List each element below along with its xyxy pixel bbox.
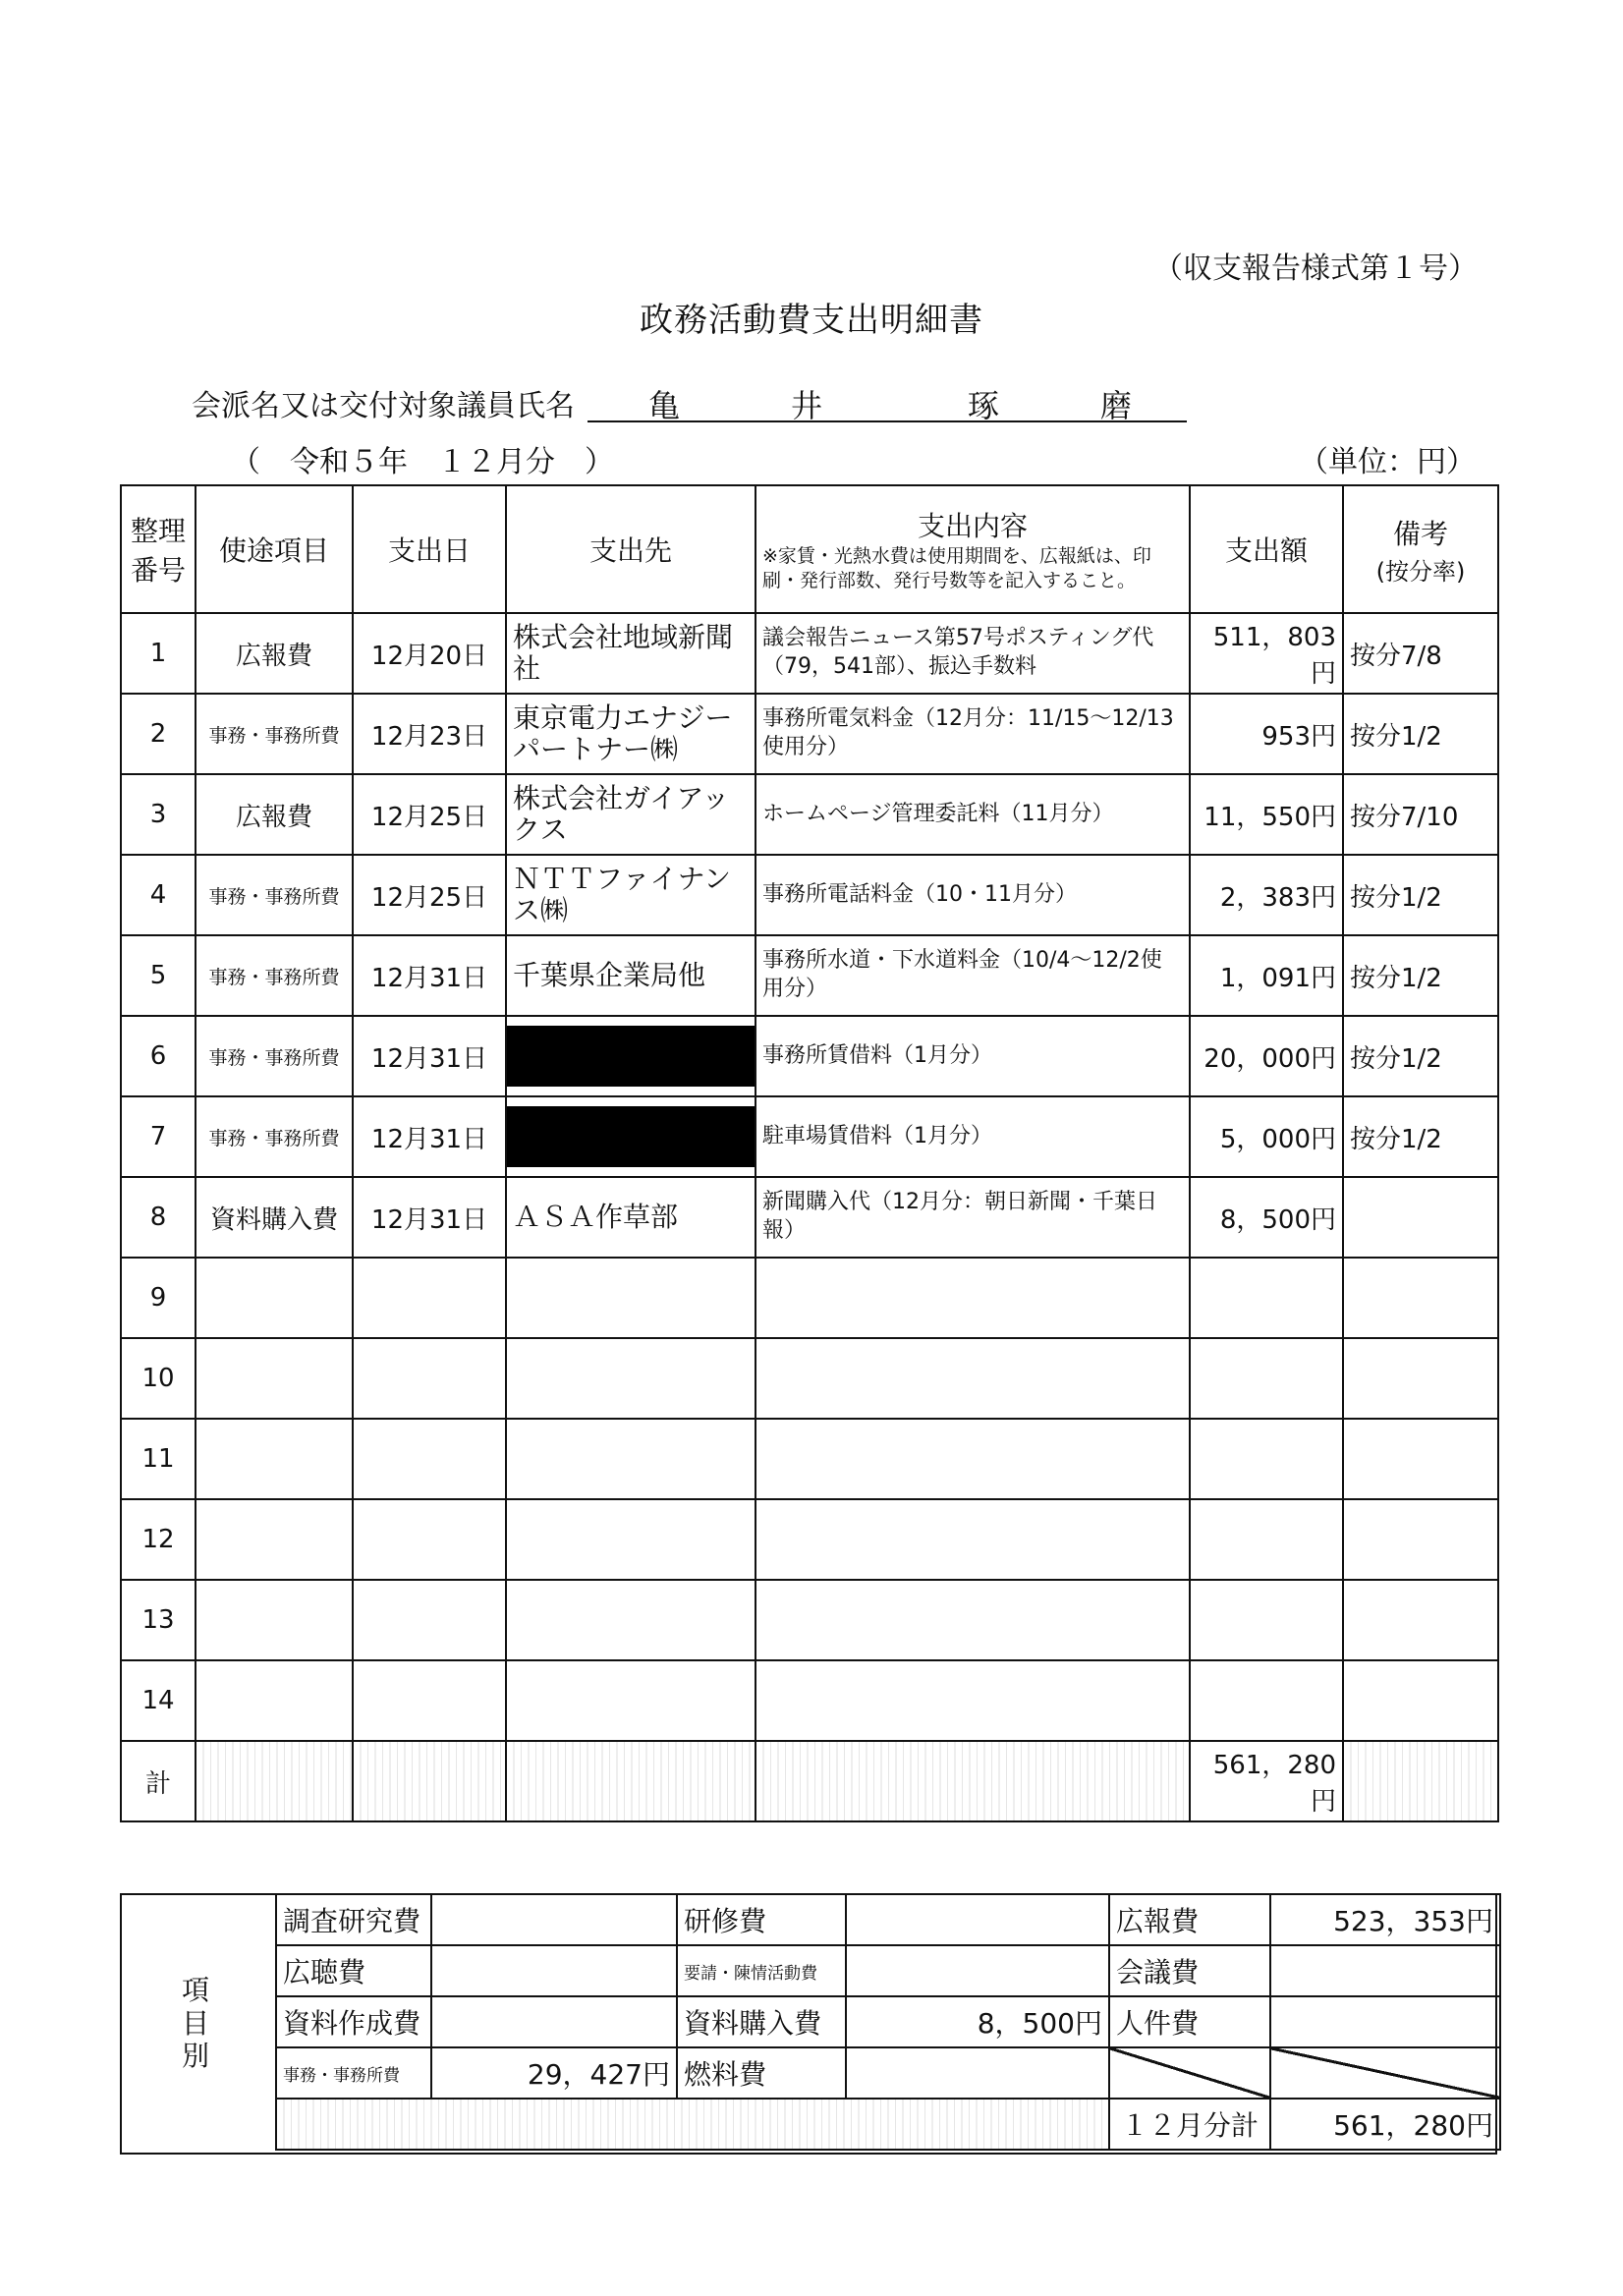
row-remarks: 按分1/2	[1343, 935, 1498, 1016]
table-row	[121, 1660, 1498, 1741]
row-payee	[506, 1499, 756, 1580]
member-label: 会派名又は交付対象議員氏名	[192, 389, 575, 423]
header-amount: 支出額	[1190, 485, 1343, 613]
summary-category-label: 会議費	[1109, 1945, 1270, 1996]
summary-category-amount: 523，353円	[1270, 1894, 1500, 1945]
row-date: 12月20日	[353, 613, 506, 694]
row-content: 事務所水道・下水道料金（10/4～12/2使用分）	[756, 935, 1190, 1016]
row-payee: ＡＳＡ作草部	[506, 1177, 756, 1258]
row-amount	[1190, 1660, 1343, 1741]
redaction-block	[507, 1106, 755, 1167]
row-remarks	[1343, 1338, 1498, 1419]
row-payee: 株式会社地域新聞社	[506, 613, 756, 694]
row-amount: 20，000円	[1190, 1016, 1343, 1096]
month-total-label: １２月分計	[1109, 2099, 1270, 2150]
row-payee: ＮＴＴファイナンス㈱	[506, 855, 756, 935]
row-no: 8	[121, 1177, 196, 1258]
row-no: 2	[121, 694, 196, 774]
row-payee: 東京電力エナジーパートナー㈱	[506, 694, 756, 774]
row-no: 12	[121, 1499, 196, 1580]
row-remarks: 按分7/8	[1343, 613, 1498, 694]
category-summary-table	[275, 1893, 1501, 2151]
row-amount: 1，091円	[1190, 935, 1343, 1016]
row-content	[756, 1419, 1190, 1499]
row-content	[756, 1258, 1190, 1338]
row-remarks	[1343, 1177, 1498, 1258]
summary-category-label: 資料購入費	[677, 1996, 846, 2047]
summary-row	[276, 2047, 1500, 2099]
summary-category-label	[1109, 2047, 1270, 2099]
row-amount: 8，500円	[1190, 1177, 1343, 1258]
total-blank	[196, 1741, 353, 1821]
row-category: 広報費	[196, 613, 353, 694]
header-category: 使途項目	[196, 485, 353, 613]
member-name-char: 磨	[1100, 387, 1133, 424]
row-category: 広報費	[196, 774, 353, 855]
header-no: 整理番号	[121, 485, 196, 613]
row-date	[353, 1419, 506, 1499]
redaction-block	[507, 1026, 755, 1087]
header-remarks-sub: (按分率)	[1375, 557, 1466, 586]
row-date: 12月25日	[353, 774, 506, 855]
row-content: 新聞購入代（12月分：朝日新聞・千葉日報）	[756, 1177, 1190, 1258]
row-category: 資料購入費	[196, 1177, 353, 1258]
row-remarks: 按分1/2	[1343, 855, 1498, 935]
row-amount	[1190, 1580, 1343, 1660]
table-row	[121, 774, 1498, 855]
row-remarks	[1343, 1419, 1498, 1499]
summary-category-amount: 29，427円	[431, 2047, 677, 2099]
table-header-row	[121, 485, 1498, 613]
summary-category-label: 広報費	[1109, 1894, 1270, 1945]
table-row	[121, 1096, 1498, 1177]
row-payee: 千葉県企業局他	[506, 935, 756, 1016]
report-period: （ 令和５年 １２月分 ）	[231, 445, 614, 479]
row-remarks: 按分1/2	[1343, 1016, 1498, 1096]
row-no: 14	[121, 1660, 196, 1741]
row-amount: 2，383円	[1190, 855, 1343, 935]
header-content-note: ※家賃・光熱水費は使用期間を、広報紙は、印刷・発行部数、発行号数等を記入すること。	[762, 545, 1151, 591]
row-payee	[506, 1338, 756, 1419]
row-content: ホームページ管理委託料（11月分）	[756, 774, 1190, 855]
row-date	[353, 1580, 506, 1660]
form-number: （収支報告様式第１号）	[1153, 252, 1478, 286]
row-remarks	[1343, 1580, 1498, 1660]
row-amount: 953円	[1190, 694, 1343, 774]
table-row	[121, 855, 1498, 935]
row-category: 事務・事務所費	[196, 694, 353, 774]
row-no: 4	[121, 855, 196, 935]
row-category: 事務・事務所費	[196, 935, 353, 1016]
row-content: 駐車場賃借料（1月分）	[756, 1096, 1190, 1177]
summary-category-amount	[846, 1894, 1109, 1945]
total-blank	[756, 1741, 1190, 1821]
row-payee	[506, 1016, 756, 1096]
row-category	[196, 1499, 353, 1580]
row-content: 事務所電話料金（10・11月分）	[756, 855, 1190, 935]
summary-category-amount	[1270, 1945, 1500, 1996]
member-name-char: 亀	[648, 387, 681, 424]
expense-table	[120, 484, 1499, 1822]
summary-category-amount	[1270, 1996, 1500, 2047]
row-payee	[506, 1580, 756, 1660]
row-category: 事務・事務所費	[196, 1096, 353, 1177]
row-payee	[506, 1419, 756, 1499]
row-remarks	[1343, 1660, 1498, 1741]
total-amount: 561，280円	[1190, 1741, 1343, 1821]
row-content	[756, 1580, 1190, 1660]
row-date	[353, 1258, 506, 1338]
summary-category-amount	[431, 1996, 677, 2047]
row-date: 12月31日	[353, 1177, 506, 1258]
row-date: 12月23日	[353, 694, 506, 774]
row-content	[756, 1338, 1190, 1419]
summary-category-amount	[1270, 2047, 1500, 2099]
row-amount	[1190, 1258, 1343, 1338]
row-payee	[506, 1096, 756, 1177]
row-date	[353, 1499, 506, 1580]
row-date	[353, 1338, 506, 1419]
row-category	[196, 1419, 353, 1499]
table-row	[121, 1580, 1498, 1660]
table-row	[121, 613, 1498, 694]
row-content	[756, 1499, 1190, 1580]
summary-category-label: 資料作成費	[276, 1996, 431, 2047]
month-total-amount: 561，280円	[1270, 2099, 1500, 2150]
row-no: 6	[121, 1016, 196, 1096]
header-content-label: 支出内容	[917, 510, 1028, 543]
summary-side-label: 項目別	[181, 1974, 209, 2073]
row-category	[196, 1660, 353, 1741]
summary-category-amount	[431, 1894, 677, 1945]
row-content: 事務所賃借料（1月分）	[756, 1016, 1190, 1096]
row-date: 12月31日	[353, 935, 506, 1016]
row-no: 13	[121, 1580, 196, 1660]
total-blank	[506, 1741, 756, 1821]
table-row	[121, 935, 1498, 1016]
summary-category-label: 要請・陳情活動費	[677, 1945, 846, 1996]
row-content	[756, 1660, 1190, 1741]
row-date: 12月31日	[353, 1096, 506, 1177]
row-category	[196, 1258, 353, 1338]
table-row	[121, 1258, 1498, 1338]
row-no: 1	[121, 613, 196, 694]
row-remarks	[1343, 1499, 1498, 1580]
row-no: 3	[121, 774, 196, 855]
header-payee: 支出先	[506, 485, 756, 613]
row-category	[196, 1338, 353, 1419]
summary-category-label: 人件費	[1109, 1996, 1270, 2047]
summary-category-amount: 8，500円	[846, 1996, 1109, 2047]
summary-category-amount	[431, 1945, 677, 1996]
header-remarks-label: 備考	[1392, 517, 1448, 550]
row-category: 事務・事務所費	[196, 1016, 353, 1096]
row-remarks: 按分1/2	[1343, 1096, 1498, 1177]
row-amount: 11，550円	[1190, 774, 1343, 855]
row-date: 12月31日	[353, 1016, 506, 1096]
table-row	[121, 1338, 1498, 1419]
month-total-blank	[276, 2099, 1109, 2150]
row-category: 事務・事務所費	[196, 855, 353, 935]
row-payee	[506, 1660, 756, 1741]
row-no: 5	[121, 935, 196, 1016]
total-blank	[1343, 1741, 1498, 1821]
table-row	[121, 1419, 1498, 1499]
summary-category-amount	[846, 2047, 1109, 2099]
summary-category-label: 広聴費	[276, 1945, 431, 1996]
row-amount	[1190, 1499, 1343, 1580]
summary-category-label: 事務・事務所費	[276, 2047, 431, 2099]
header-remarks	[1343, 485, 1498, 613]
row-payee: 株式会社ガイアックス	[506, 774, 756, 855]
summary-row	[276, 1945, 1500, 1996]
summary-category-label: 調査研究費	[276, 1894, 431, 1945]
row-remarks	[1343, 1258, 1498, 1338]
row-category	[196, 1580, 353, 1660]
row-no: 7	[121, 1096, 196, 1177]
document-title: 政務活動費支出明細書	[640, 301, 983, 340]
unit-label: （単位：円）	[1299, 445, 1476, 479]
header-date: 支出日	[353, 485, 506, 613]
summary-category-amount	[846, 1945, 1109, 1996]
total-label: 計	[121, 1741, 196, 1821]
row-amount	[1190, 1338, 1343, 1419]
row-remarks: 按分1/2	[1343, 694, 1498, 774]
member-name-char: 琢	[968, 387, 1000, 424]
row-amount	[1190, 1419, 1343, 1499]
total-blank	[353, 1741, 506, 1821]
header-content	[756, 485, 1190, 613]
row-amount: 511，803円	[1190, 613, 1343, 694]
member-name-char: 井	[791, 387, 823, 424]
month-total-row	[276, 2099, 1500, 2150]
summary-category-label: 研修費	[677, 1894, 846, 1945]
summary-row	[276, 1894, 1500, 1945]
row-date: 12月25日	[353, 855, 506, 935]
row-payee	[506, 1258, 756, 1338]
summary-row	[276, 1996, 1500, 2047]
row-content: 議会報告ニュース第57号ポスティング代（79，541部）、振込手数料	[756, 613, 1190, 694]
table-row	[121, 694, 1498, 774]
total-row	[121, 1741, 1498, 1821]
row-no: 11	[121, 1419, 196, 1499]
row-remarks: 按分7/10	[1343, 774, 1498, 855]
row-no: 10	[121, 1338, 196, 1419]
table-row	[121, 1499, 1498, 1580]
category-summary	[120, 1893, 1497, 2155]
row-date	[353, 1660, 506, 1741]
table-row	[121, 1016, 1498, 1096]
row-content: 事務所電気料金（12月分：11/15～12/13使用分）	[756, 694, 1190, 774]
summary-category-label: 燃料費	[677, 2047, 846, 2099]
row-no: 9	[121, 1258, 196, 1338]
row-amount: 5，000円	[1190, 1096, 1343, 1177]
table-row	[121, 1177, 1498, 1258]
